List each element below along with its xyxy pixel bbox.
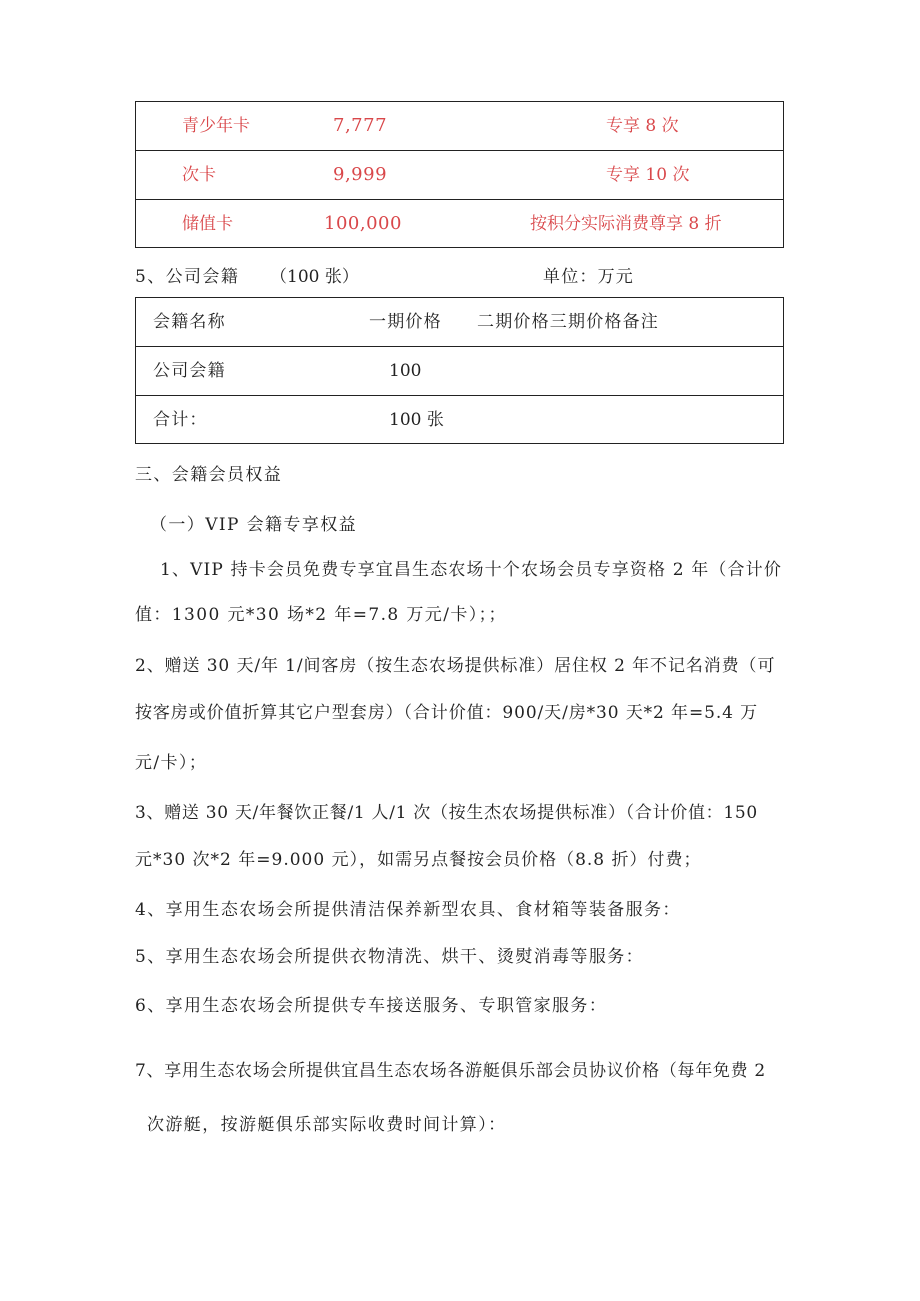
section3-subtitle: （一）VIP 会籍专享权益 [150,515,358,535]
item2-line2: 按客房或价值折算其它户型套房）（合计价值：900/天/房*30 天*2 年=5.4 万 [135,703,759,723]
table-row [136,151,783,200]
table-row [136,200,783,249]
item6: 6、享用生态农场会所提供专车接送服务、专职管家服务： [135,996,608,1016]
item2-line3: 元/卡）； [135,753,208,773]
section5-count: （100 张） [270,267,359,287]
row-name: 合计： [153,410,208,430]
card-benefit: 按积分实际消费尊享 8 折 [530,214,722,234]
card-price: 7,777 [333,115,388,136]
item3-line1: 3、赠送 30 天/年餐饮正餐/1 人/1 次（按生杰农场提供标准）（合计价值：150 [135,803,758,823]
card-price: 100,000 [324,213,402,234]
item7-line2: 次游艇，按游艇俱乐部实际收费时间计算）： [147,1115,507,1135]
item2-line1: 2、赠送 30 天/年 1/间客房（按生态农场提供标准）居住权 2 年不记名消费（可 [135,656,776,676]
table-row [136,396,783,445]
header-name: 会籍名称 [153,312,226,332]
item4: 4、享用生态农场会所提供清洁保养新型农具、食材箱等装备服务： [135,900,681,920]
header-rest: 二期价格三期价格备注 [477,312,659,332]
card-name: 次卡 [182,165,216,185]
row-price1: 100 张 [389,410,444,430]
card-price: 9,999 [333,164,388,185]
row-price1: 100 [389,361,422,381]
item7-line1: 7、享用生态农场会所提供宜昌生态农场各游艇俱乐部会员协议价格（每年免费 2 [135,1061,766,1081]
item5: 5、享用生态农场会所提供衣物清洗、烘干、烫熨消毒等服务： [135,947,645,967]
item3-line2: 元*30 次*2 年=9.000 元），如需另点餐按会员价格（8.8 折）付费； [135,850,702,870]
section3-title: 三、会籍会员权益 [135,465,283,485]
header-price1: 一期价格 [369,312,442,332]
card-name: 青少年卡 [182,116,250,136]
card-benefit: 专享 10 次 [606,165,690,185]
card-name: 储值卡 [182,214,233,234]
item1-line1: 1、VIP 持卡会员免费专享宜昌生态农场十个农场会员专享资格 2 年（合计价 [160,560,782,580]
table-header [136,298,783,347]
item1-line2: 值：1300 元*30 场*2 年=7.8 万元/卡）；； [135,605,507,625]
table-row [136,102,783,151]
card-table [135,101,784,248]
card-benefit: 专享 8 次 [606,116,679,136]
row-name: 公司会籍 [153,361,226,381]
company-table [135,297,784,444]
section5-unit: 单位：万元 [543,267,634,287]
section5-title: 5、公司会籍 [135,267,240,287]
table-row [136,347,783,396]
